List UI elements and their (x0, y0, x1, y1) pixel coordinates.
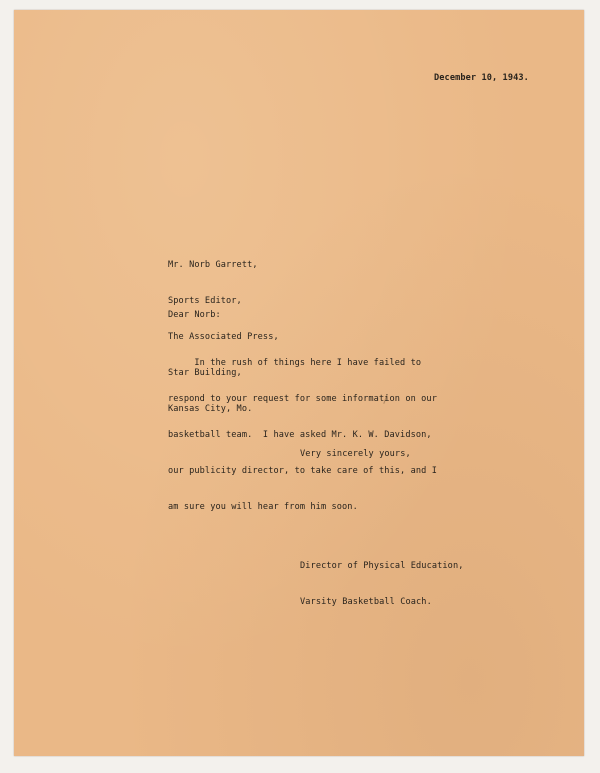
body-line: In the rush of things here I have failed to (168, 358, 422, 368)
recipient-title: Sports Editor, (168, 296, 242, 306)
recipient-building: Star Building, (168, 368, 242, 378)
body-line: basketball team. I have asked Mr. K. W. Davidson, (168, 430, 432, 440)
letter-date: December 10, 1943. (434, 73, 529, 83)
signature-title: Director of Physical Education, (300, 561, 464, 571)
signature-block (300, 536, 464, 632)
recipient-city: Kansas City, Mo. (168, 404, 253, 414)
recipient-name: Mr. Norb Garrett, (168, 260, 258, 270)
letter-body (168, 333, 437, 537)
salutation: Dear Norb: (168, 310, 221, 320)
letter-page (14, 10, 584, 756)
body-line: respond to your request for some information on our (168, 394, 437, 404)
recipient-organization: The Associated Press, (168, 332, 279, 342)
body-line: our publicity director, to take care of this, and I (168, 466, 437, 476)
signature-title: Varsity Basketball Coach. (300, 597, 432, 607)
body-line: am sure you will hear from him soon. (168, 502, 358, 512)
complimentary-close: Very sincerely yours, (300, 449, 411, 459)
